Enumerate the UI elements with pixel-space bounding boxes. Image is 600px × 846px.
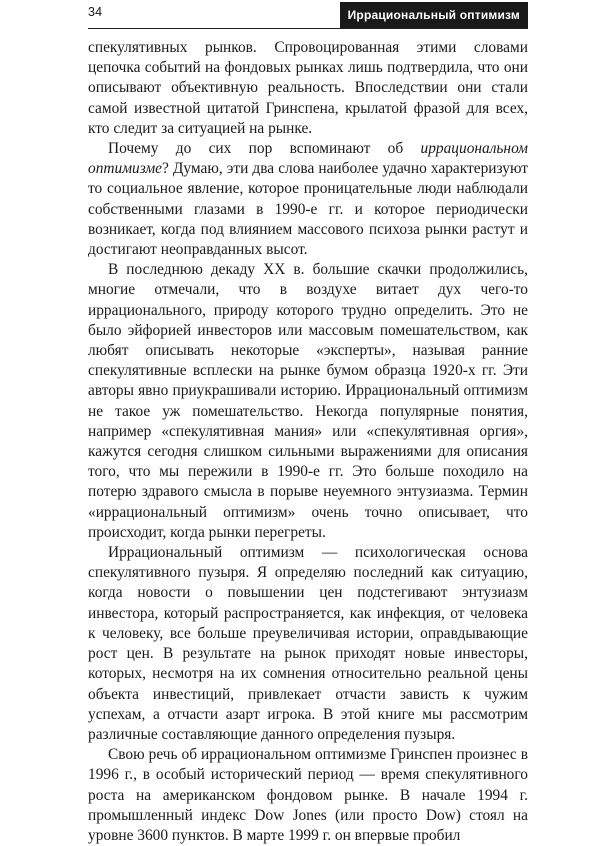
page-header: [88, 2, 528, 29]
paragraph-4: Иррациональный оптимизм — психологическая основа спекулятивного пузыря. Я определяю последний как ситуацию, когда новости о повышении цен подстегивают энтузиазм инвестора, который распространяется, как инфекция, от человека к человеку, все больше преувеличивая истории, оправдывающие рост цен. В результате на рынок приходят новые инвесторы, которых, несмотря на их сомнения относительно реальной цены объекта инвестиций, привлекает отчасти зависть к чужим успехам, а отчасти азарт игрока. В этой книге мы рассмотрим различные составляющие данного определения пузыря.: [88, 544, 528, 743]
italic-term: иррациональном оптимизме: [88, 140, 528, 178]
page-number: 34: [88, 5, 103, 19]
running-head: Иррациональный оптимизм: [340, 2, 528, 28]
body-text: [88, 38, 528, 846]
paragraph-5: Свою речь об иррациональном оптимизме Гринспен произнес в 1996 г., в особый исторический период — время спекулятивного роста на американском фондовом рынке. В начале 1994 г. промышленный индекс Dow Jones (или просто Dow) стоял на уровне 3600 пунктов. В марте 1999 г. он впервые пробил: [88, 746, 528, 844]
paragraph-2-rest: ? Думаю, эти два слова наиболее удачно характеризуют то социальное явление, которое проницательные люди наблюдали собственными глазами в 1990-е гг. и которое периодически возникает, когда под влиянием массового психоза рынки растут и достигают неоправданных высот.: [88, 160, 528, 259]
paragraph-2: [88, 139, 528, 260]
paragraph-3: В последнюю декаду XX в. большие скачки продолжились, многие отмечали, что в воздухе витает дух чего-то иррационального, природу которого трудно определить. Это не было эйфорией инвесторов или массовым помешательством, как любят описывать некоторые «эксперты», называя ранние спекулятивные всплески на рынке бумом образца 1920-х гг. Эти авторы явно приукрашивали историю. Иррациональный оптимизм не такое уж помешательство. Некогда популярные понятия, например «спекулятивная мания» или «спекулятивная оргия», кажутся сегодня слишком сильными выражениями для описания того, что мы пережили в 1990-е гг. Это больше походило на потерю здравого смысла в порыве неуемного энтузиазма. Термин «иррациональный оптимизм» очень точно описывает, что происходит, когда рынки перегреты.: [88, 261, 528, 541]
paragraph-1: спекулятивных рынков. Спровоцированная этими словами цепочка событий на фондовых рынках лишь подтвердила, что они описывают объективную реальность. Впоследствии они стали самой известной цитатой Гринспена, крылатой фразой для всех, кто следит за ситуацией на рынке.: [88, 39, 528, 137]
paragraph-2-start: Почему до сих пор вспоминают об: [108, 140, 421, 158]
